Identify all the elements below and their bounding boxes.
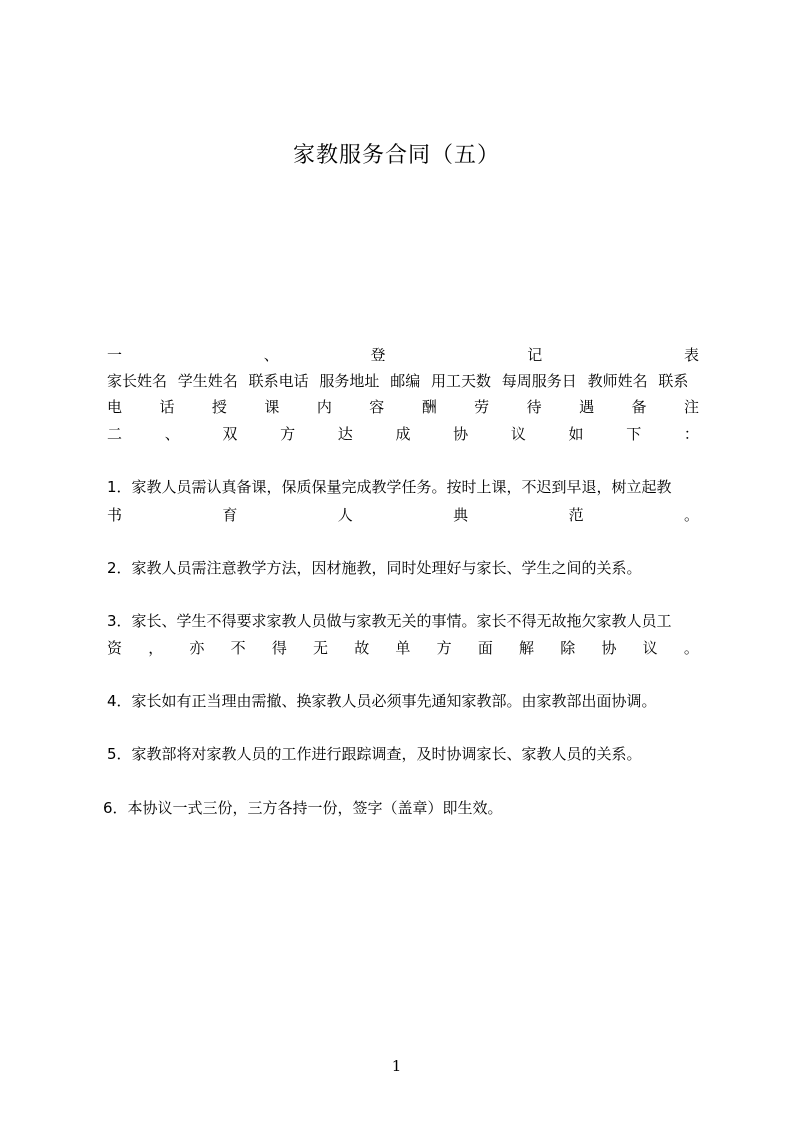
column-label: 服务地址 — [319, 372, 380, 390]
column-label: 邮编 — [390, 372, 421, 390]
clause-char: 解 — [519, 639, 535, 657]
column-char: 课 — [264, 398, 280, 416]
clause-1-line1: 1．家教人员需认真备课，保质保量完成教学任务。按时上课，不迟到早退，树立起教 — [107, 478, 672, 496]
clause-4: 4．家长如有正当理由需撤、换家教人员必须事先通知家教部。由家教部出面协调。 — [107, 692, 657, 710]
clause-3-line1: 3．家长、学生不得要求家教人员做与家教无关的事情。家长不得无故拖欠家教人员工 — [107, 612, 672, 630]
heading-char: 表 — [683, 346, 699, 364]
clause-char: 方 — [436, 639, 452, 657]
clause-6: 6．本协议一式三份，三方各持一份，签字（盖章）即生效。 — [103, 799, 503, 817]
column-char: 内 — [316, 398, 332, 416]
clause-2: 2．家教人员需注意教学方法，因材施教，同时处理好与家长、学生之间的关系。 — [107, 559, 642, 577]
column-char: 容 — [369, 398, 385, 416]
clause-char: 故 — [354, 639, 370, 657]
clause-char: 人 — [337, 506, 353, 524]
column-char: 注 — [683, 398, 699, 416]
column-label: 家长姓名 — [107, 372, 168, 390]
clause-char: 范 — [568, 506, 584, 524]
heading-char: 协 — [453, 425, 469, 443]
page-number: 1 — [391, 1057, 402, 1075]
heading-char: 下 — [626, 425, 642, 443]
heading-char: ： — [683, 425, 699, 443]
heading-char: 记 — [527, 346, 543, 364]
column-label: 联系电话 — [248, 372, 309, 390]
register-columns-row1 — [107, 370, 699, 392]
heading-char: 、 — [263, 346, 279, 364]
clause-char: 无 — [313, 639, 329, 657]
heading-char: 、 — [164, 425, 180, 443]
heading-char: 登 — [370, 346, 386, 364]
clause-char: 育 — [222, 506, 238, 524]
clause-1-line2 — [107, 504, 699, 526]
column-char: 备 — [631, 398, 647, 416]
clause-char: 除 — [560, 639, 576, 657]
column-char: 授 — [211, 398, 227, 416]
heading-char: 如 — [568, 425, 584, 443]
clause-char: 议 — [642, 639, 658, 657]
column-label: 每周服务日 — [501, 372, 577, 390]
column-char: 待 — [526, 398, 542, 416]
clause-char: 亦 — [189, 639, 205, 657]
clause-5: 5．家教部将对家教人员的工作进行跟踪调查，及时协调家长、家教人员的关系。 — [107, 745, 642, 763]
clause-char: 书 — [107, 506, 123, 524]
column-char: 酬 — [421, 398, 437, 416]
clause-3-line2 — [107, 637, 699, 659]
clause-char: 得 — [271, 639, 287, 657]
heading-char: 议 — [510, 425, 526, 443]
column-char: 遇 — [579, 398, 595, 416]
clause-char: 单 — [395, 639, 411, 657]
column-label: 教师姓名 — [587, 372, 648, 390]
clause-char: ， — [148, 639, 164, 657]
section1-heading — [107, 344, 699, 366]
heading-char: 达 — [337, 425, 353, 443]
column-label: 用工天数 — [430, 372, 491, 390]
clause-char: 资 — [107, 639, 123, 657]
column-label: 学生姓名 — [177, 372, 238, 390]
heading-char: 双 — [222, 425, 238, 443]
heading-char: 一 — [107, 346, 123, 364]
document-title: 家教服务合同（五） — [292, 143, 500, 168]
section2-heading — [107, 423, 699, 445]
column-char: 电 — [107, 398, 123, 416]
clause-char: 典 — [453, 506, 469, 524]
heading-char: 二 — [107, 425, 123, 443]
clause-char: 协 — [601, 639, 617, 657]
clause-char: 。 — [683, 639, 699, 657]
clause-char: 。 — [683, 506, 699, 524]
column-char: 话 — [159, 398, 175, 416]
clause-char: 面 — [477, 639, 493, 657]
heading-char: 方 — [280, 425, 296, 443]
clause-char: 不 — [230, 639, 246, 657]
heading-char: 成 — [395, 425, 411, 443]
column-label: 联系 — [658, 372, 689, 390]
column-char: 劳 — [474, 398, 490, 416]
register-columns-row2 — [107, 396, 699, 418]
